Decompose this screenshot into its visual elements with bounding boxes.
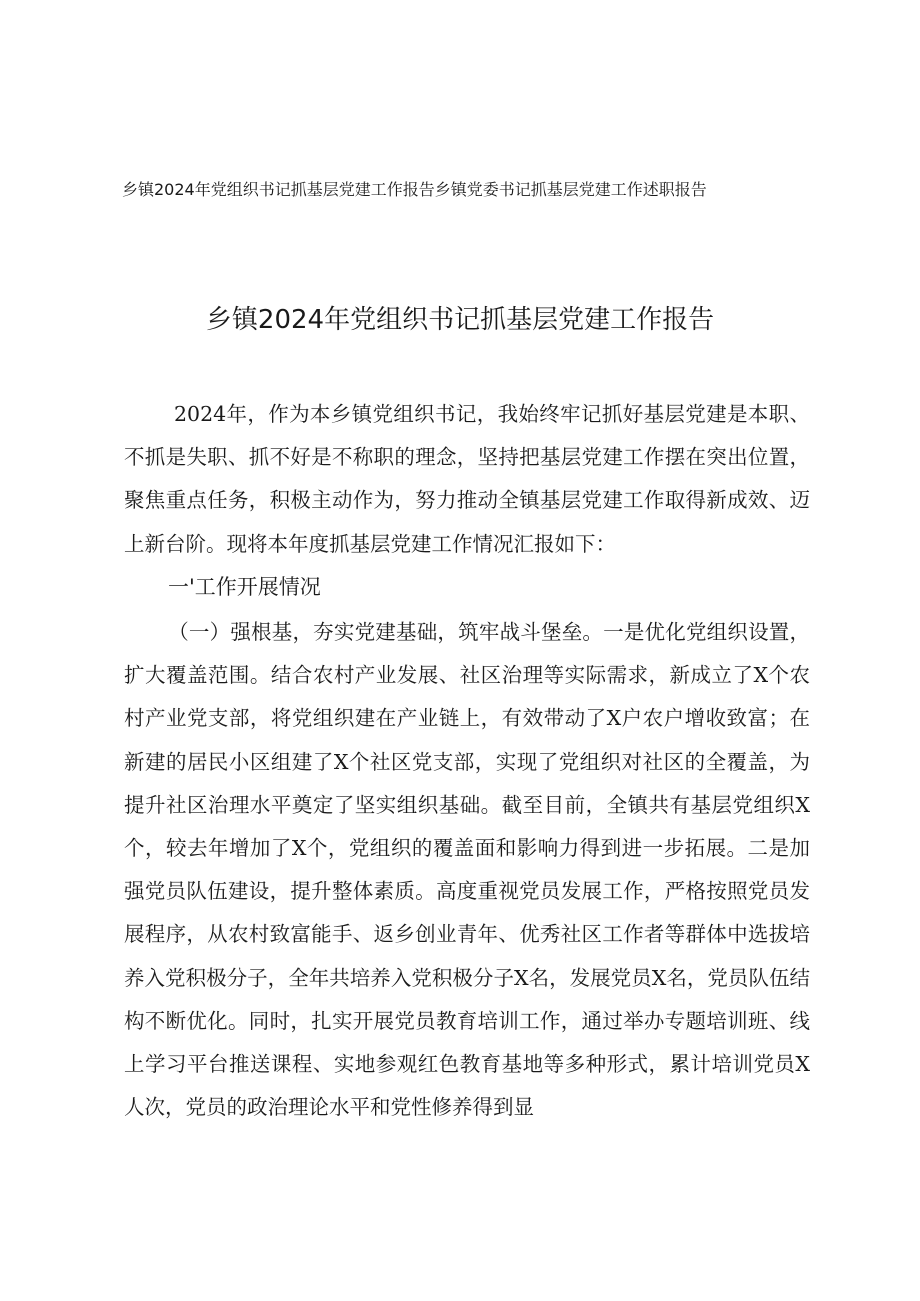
document-title: 乡镇2024年党组织书记抓基层党建工作报告 bbox=[205, 305, 715, 335]
body-paragraph-text: （一）强根基，夯实党建基础，筑牢战斗堡垒。一是优化党组织设置，扩大覆盖范围。结合农村产业发展、社区治理等实际需求，新成立了X个农村产业党支部，将党组织建在产业链上，有效带动了X户农户增收致富；在新建的居民小区组建了X个社区党支部，实现了党组织对社区的全覆盖，为提升社区治理水平奠定了坚实组织基础。截至目前，全镇共有基层党组织X个，较去年增加了X个，党组织的覆盖面和影响力得到进一步拓展。二是加强党员队伍建设，提升整体素质。高度重视党员发展工作，严格按照党员发展程序，从农村致富能手、返乡创业青年、优秀社区工作者等群体中选拔培养入党积极分子，全年共培养入党积极分子X名，发展党员X名，党员队伍结构不断优化。同时，扎实开展党员教育培训工作，通过举办专题培训班、线上学习平台推送课程、实地参观红色教育基地等多种形式，累计培训党员X人次，党员的政治理论水平和党性修养得到显 bbox=[124, 620, 810, 1120]
section-heading: 一'工作开展情况 bbox=[168, 575, 321, 599]
intro-paragraph bbox=[124, 393, 810, 566]
intro-text: 2024年，作为本乡镇党组织书记，我始终牢记抓好基层党建是本职、不抓是失职、抓不好是不称职的理念，坚持把基层党建工作摆在突出位置，聚焦重点任务，积极主动作为，努力推动全镇基层党建工作取得新成效、迈上新台阶。现将本年度抓基层党建工作情况汇报如下： bbox=[124, 402, 810, 556]
body-paragraph bbox=[124, 611, 810, 1129]
document-header-line: 乡镇2024年党组织书记抓基层党建工作报告乡镇党委书记抓基层党建工作述职报告 bbox=[122, 180, 707, 199]
